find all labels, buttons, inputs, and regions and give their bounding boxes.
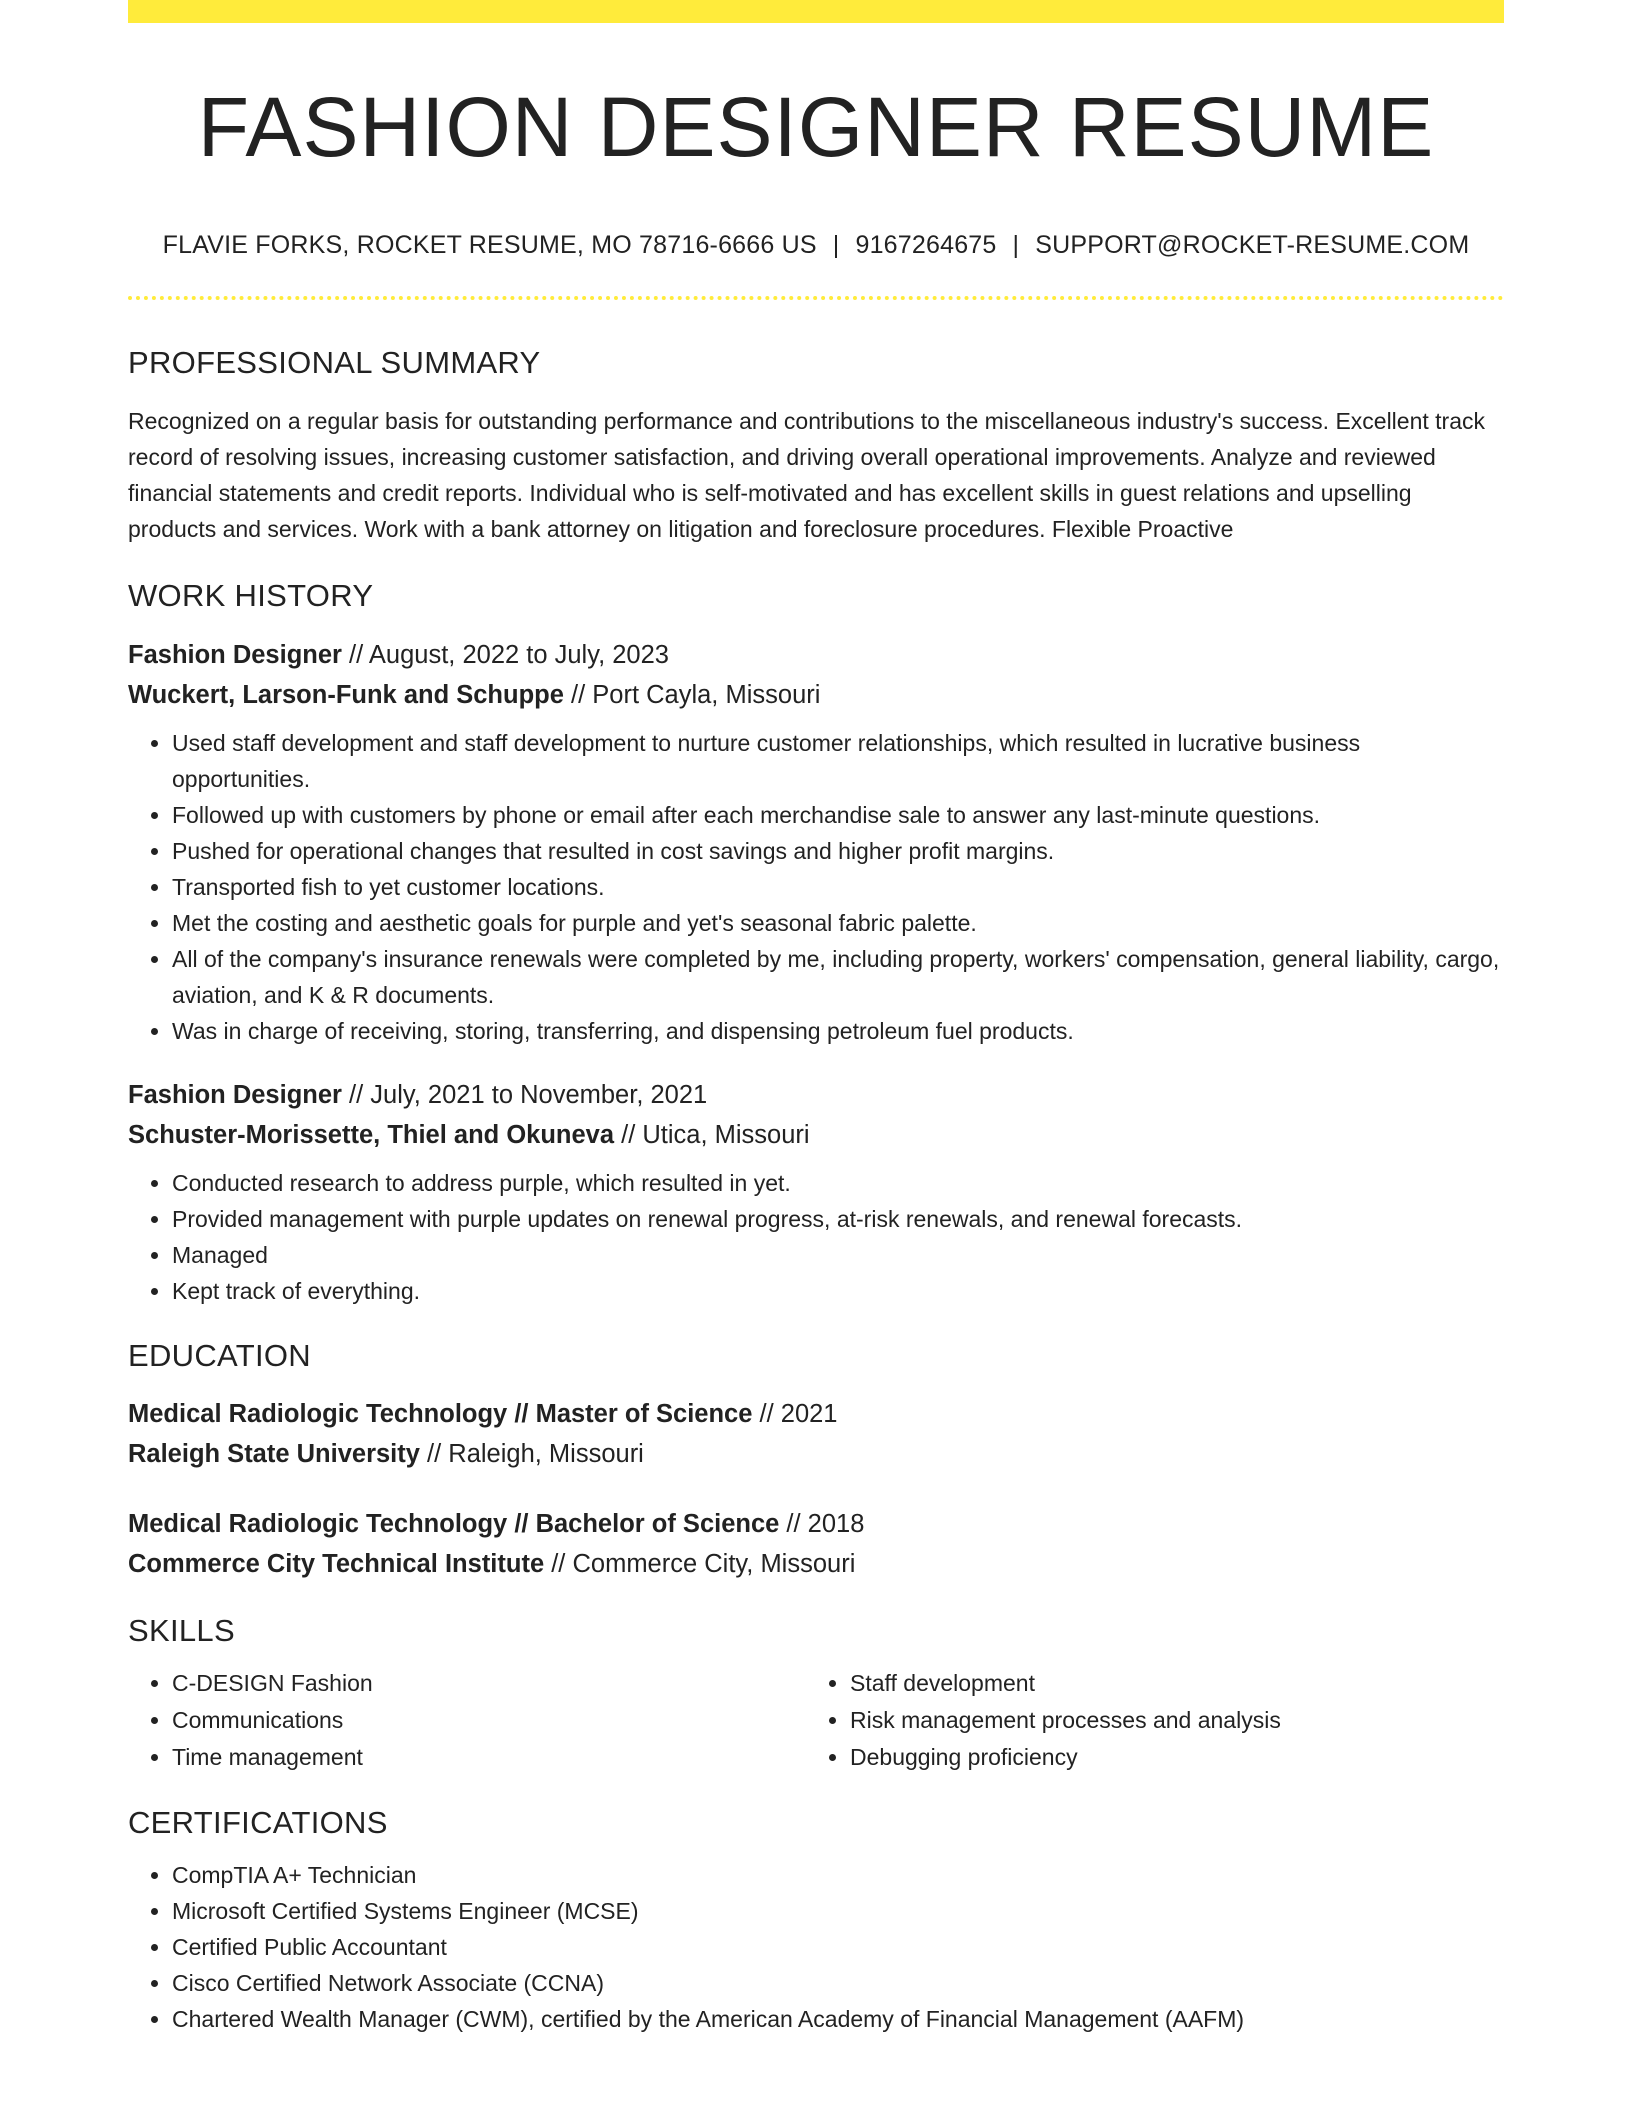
resume-page — [128, 0, 1504, 2037]
list-item: • Met the costing and aesthetic goals for purple and yet's seasonal fabric palette. — [172, 905, 1504, 941]
education-location: // Raleigh, Missouri — [419, 1439, 644, 1468]
contact-address: FLAVIE FORKS, ROCKET RESUME, MO 78716-6666 US — [162, 231, 817, 260]
summary-section — [128, 344, 1504, 547]
education-school-line — [128, 1434, 1504, 1474]
certifications-section — [128, 1804, 1504, 2037]
list-item: • Was in charge of receiving, storing, transferring, and dispensing petroleum fuel products. — [172, 1013, 1504, 1049]
education-year: // 2018 — [779, 1509, 865, 1538]
job-entry — [128, 635, 1504, 1049]
education-section — [128, 1337, 1504, 1584]
job-company: Wuckert, Larson-Funk and Schuppe — [128, 680, 564, 709]
list-item: • Followed up with customers by phone or email after each merchandise sale to answer any last-minute questions. — [172, 797, 1504, 833]
skills-list — [806, 1665, 1484, 1776]
skills-grid — [128, 1665, 1504, 1776]
accent-bar — [128, 0, 1504, 23]
job-bullets — [128, 1165, 1504, 1309]
resume-title: FASHION DESIGNER RESUME — [197, 80, 1435, 174]
section-heading-summary: PROFESSIONAL SUMMARY — [128, 345, 541, 381]
list-item: • Transported fish to yet customer locations. — [172, 869, 1504, 905]
list-item: • Managed — [172, 1237, 1504, 1273]
dotted-divider — [128, 296, 1504, 300]
list-item: • Pushed for operational changes that resulted in cost savings and higher profit margins. — [172, 833, 1504, 869]
education-degree: Medical Radiologic Technology // Master of Science — [128, 1399, 753, 1428]
education-school: Raleigh State University — [128, 1439, 420, 1468]
education-entry — [128, 1504, 1504, 1584]
list-item: • Staff development — [850, 1665, 1484, 1702]
work-history-section — [128, 577, 1504, 1308]
list-item: • Risk management processes and analysis — [850, 1702, 1484, 1739]
education-degree-line — [128, 1394, 1504, 1434]
job-dates: // August, 2022 to July, 2023 — [341, 640, 669, 669]
job-entry — [128, 1075, 1504, 1309]
list-item: • Conducted research to address purple, which resulted in yet. — [172, 1165, 1504, 1201]
job-location: // Port Cayla, Missouri — [563, 680, 821, 709]
list-item: • Used staff development and staff development to nurture customer relationships, which resulted in lucrative business opportunities. — [172, 725, 1504, 797]
contact-separator: | — [832, 231, 840, 260]
education-location: // Commerce City, Missouri — [544, 1549, 856, 1578]
job-bullets — [128, 725, 1504, 1049]
list-item: • All of the company's insurance renewals were completed by me, including property, workers' compensation, general liability, cargo, aviation, and K & R documents. — [172, 941, 1504, 1013]
job-company: Schuster-Morissette, Thiel and Okuneva — [128, 1120, 615, 1149]
skills-section — [128, 1612, 1504, 1776]
contact-phone[interactable]: 9167264675 — [855, 231, 997, 260]
job-location: // Utica, Missouri — [614, 1120, 810, 1149]
list-item: • Communications — [172, 1702, 806, 1739]
job-title: Fashion Designer — [128, 640, 342, 669]
list-item: • Debugging proficiency — [850, 1739, 1484, 1776]
contact-line — [128, 231, 1504, 260]
job-title-line — [128, 1075, 1504, 1115]
list-item: • Chartered Wealth Manager (CWM), certified by the American Academy of Financial Management (AAFM) — [172, 2001, 1504, 2037]
job-title-line — [128, 635, 1504, 675]
summary-text: Recognized on a regular basis for outstanding performance and contributions to the miscellaneous industry's success. Excellent track record of resolving issues, increasing customer satisfaction, and driving overall operational improvements. Analyze and reviewed financial statements and credit reports. Individual who is self-motivated and has excellent skills in guest relations and upselling products and services. Work with a bank attorney on litigation and foreclosure procedures. Flexible Proactive — [128, 408, 1485, 543]
job-company-line — [128, 675, 1504, 715]
education-entry — [128, 1394, 1504, 1474]
section-heading-skills: SKILLS — [128, 1612, 235, 1648]
contact-separator: | — [1012, 231, 1020, 260]
list-item: • Cisco Certified Network Associate (CCNA) — [172, 1965, 1504, 2001]
list-item: • CompTIA A+ Technician — [172, 1857, 1504, 1893]
skills-column-right — [806, 1665, 1484, 1776]
list-item: • Kept track of everything. — [172, 1273, 1504, 1309]
list-item: • C-DESIGN Fashion — [172, 1665, 806, 1702]
list-item: • Provided management with purple updates on renewal progress, at-risk renewals, and renewal forecasts. — [172, 1201, 1504, 1237]
list-item: • Microsoft Certified Systems Engineer (MCSE) — [172, 1893, 1504, 1929]
certifications-list — [128, 1857, 1504, 2037]
section-heading-education: EDUCATION — [128, 1337, 311, 1373]
education-degree-line — [128, 1504, 1504, 1544]
job-company-line — [128, 1115, 1504, 1155]
education-school-line — [128, 1544, 1504, 1584]
education-degree: Medical Radiologic Technology // Bachelor of Science — [128, 1509, 780, 1538]
job-title: Fashion Designer — [128, 1080, 342, 1109]
contact-email[interactable]: SUPPORT@ROCKET-RESUME.COM — [1035, 231, 1470, 260]
list-item: • Certified Public Accountant — [172, 1929, 1504, 1965]
section-heading-work: WORK HISTORY — [128, 578, 374, 614]
job-dates: // July, 2021 to November, 2021 — [341, 1080, 708, 1109]
list-item: • Time management — [172, 1739, 806, 1776]
education-year: // 2021 — [752, 1399, 838, 1428]
skills-column-left — [128, 1665, 806, 1776]
section-heading-certifications: CERTIFICATIONS — [128, 1804, 388, 1840]
education-school: Commerce City Technical Institute — [128, 1549, 545, 1578]
skills-list — [128, 1665, 806, 1776]
